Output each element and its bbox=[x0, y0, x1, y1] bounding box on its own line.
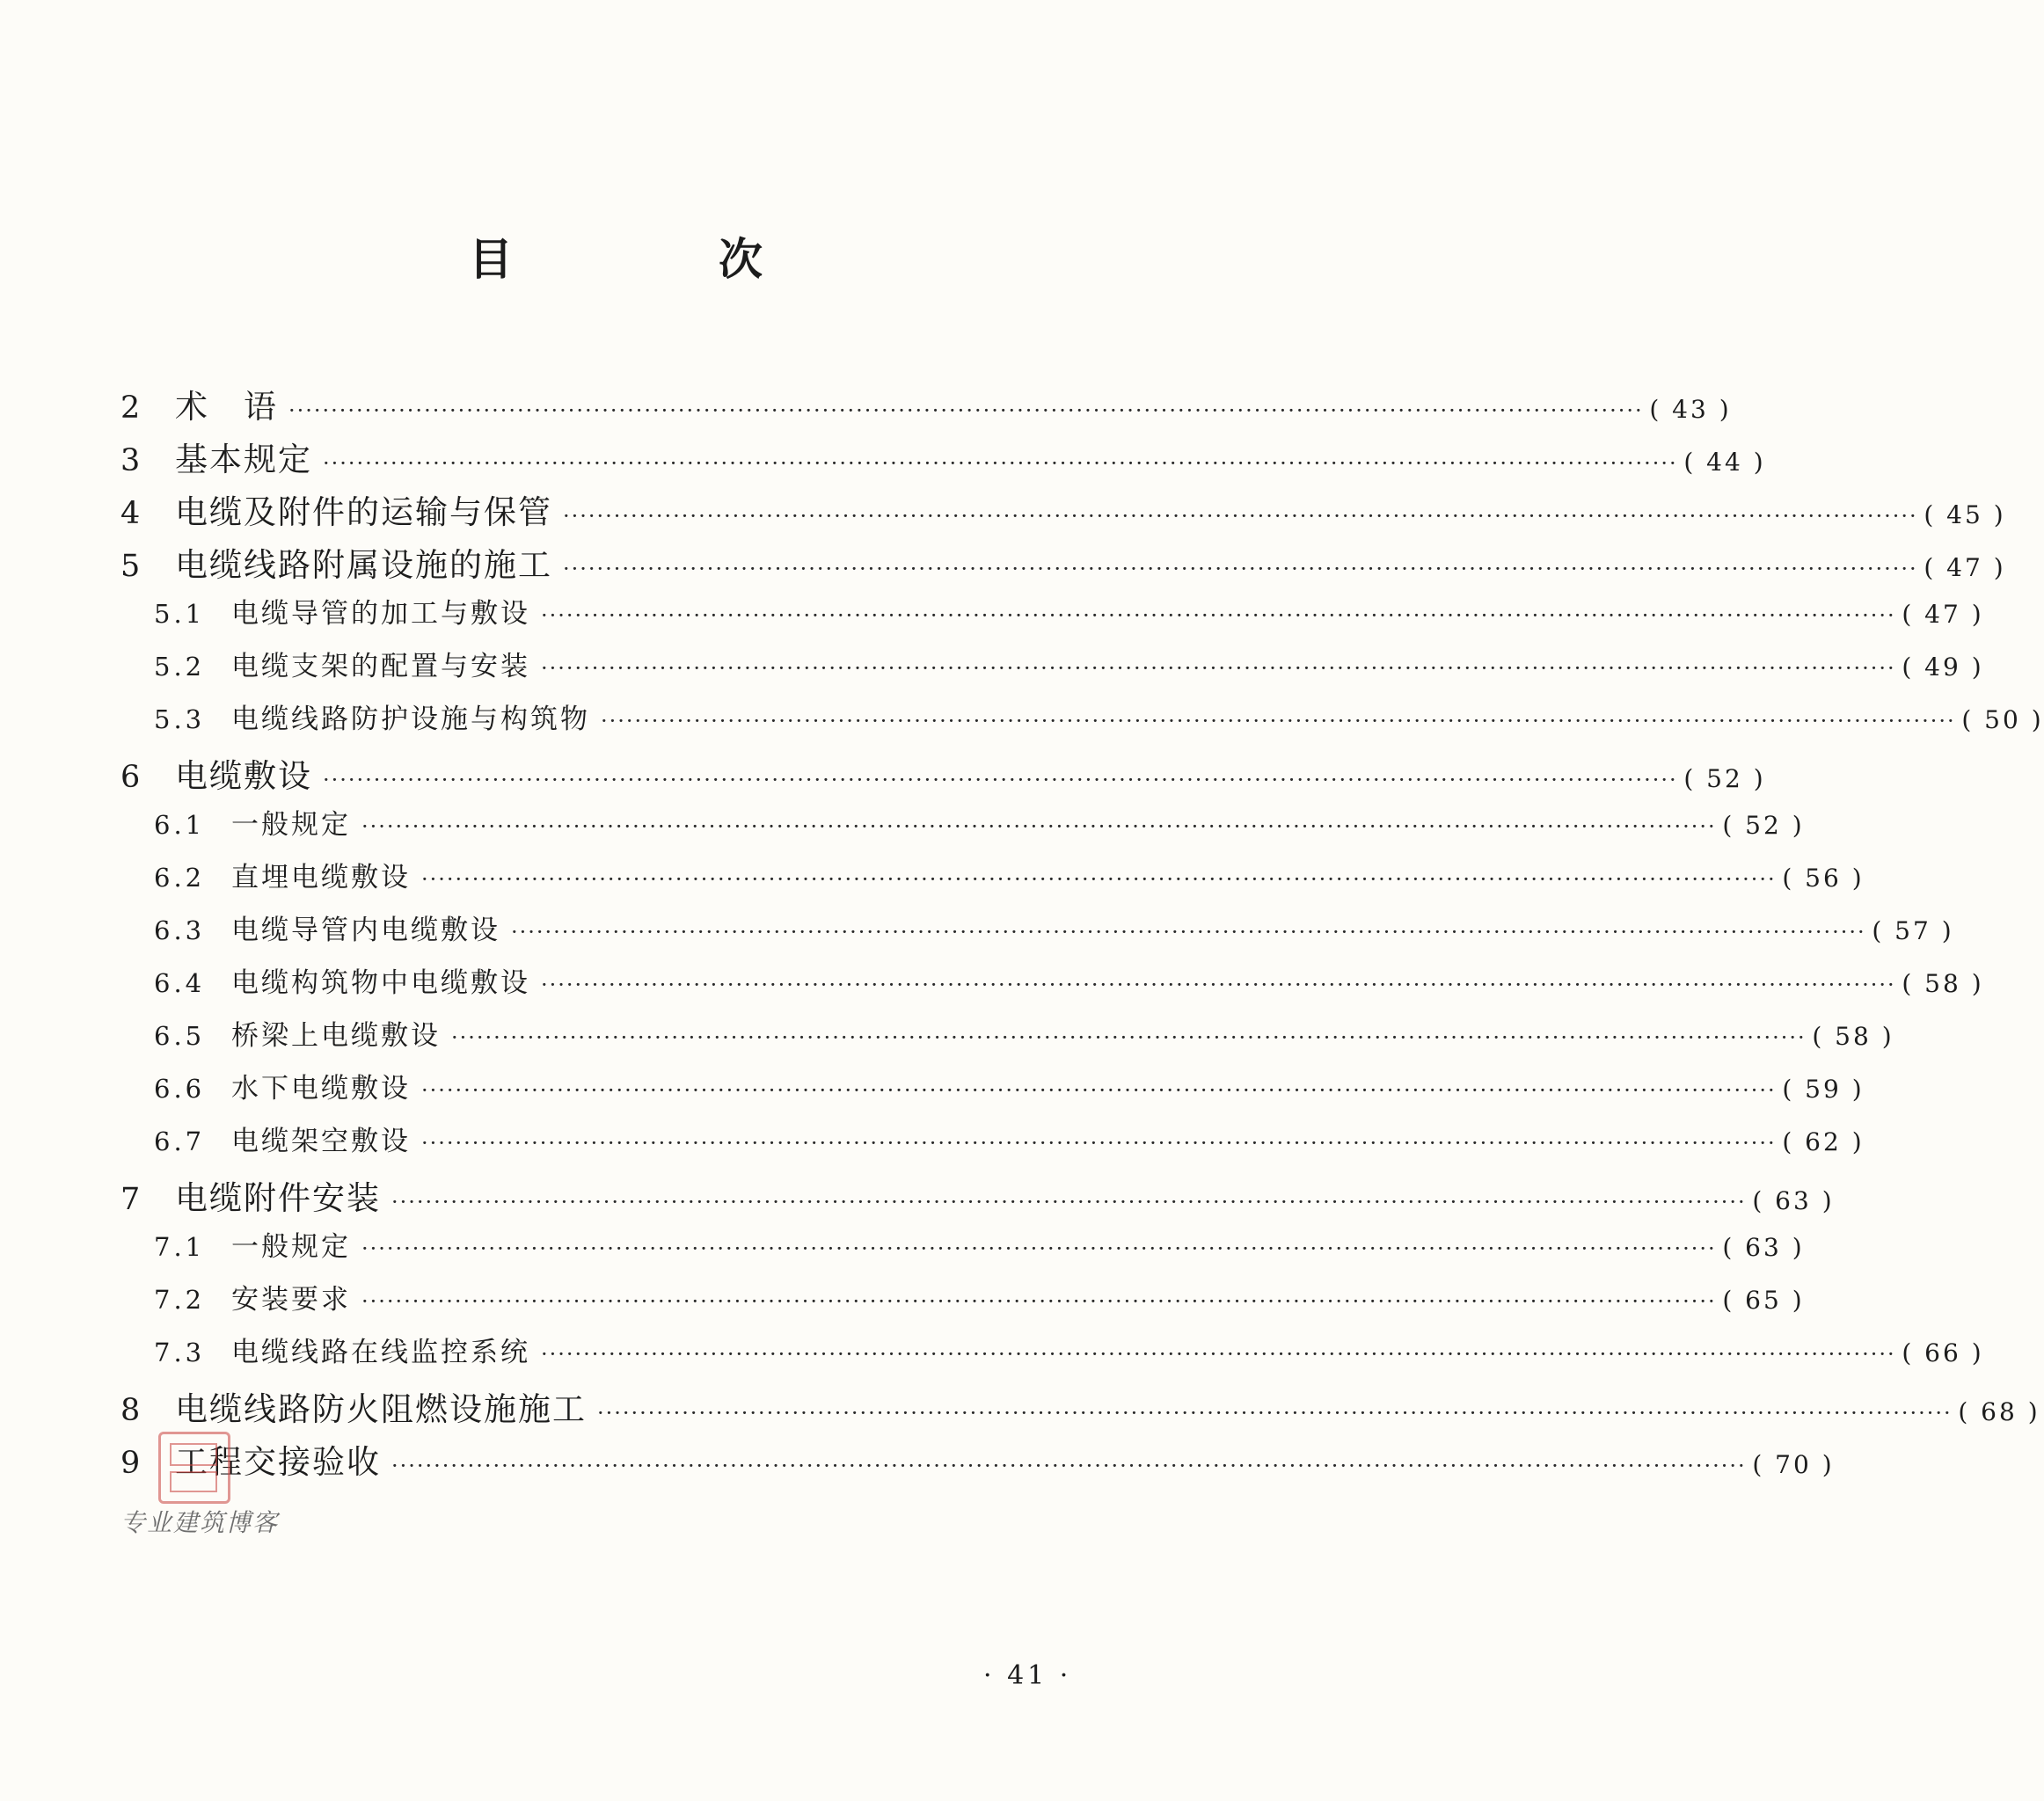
toc-entry-section bbox=[120, 855, 1865, 908]
toc-entry-number: 7.3 bbox=[154, 1338, 206, 1367]
toc-entry-number: 6.6 bbox=[154, 1074, 206, 1104]
toc-entry-page: ( 63 ) bbox=[1722, 1233, 1805, 1262]
toc-entry-page: ( 58 ) bbox=[1902, 969, 1984, 998]
toc-entry-chapter bbox=[120, 1382, 2040, 1435]
toc-entry-title: 电缆导管的加工与敷设 bbox=[231, 598, 530, 630]
table-of-contents bbox=[120, 380, 2044, 1488]
toc-entry-section bbox=[120, 591, 1984, 644]
toc-dot-leader: ································································································································································ bbox=[323, 768, 1678, 792]
toc-dot-leader: ································································································································································ bbox=[541, 603, 1896, 628]
toc-dot-leader: ································································································································································ bbox=[541, 656, 1896, 681]
toc-entry-title: 安装要求 bbox=[231, 1284, 351, 1316]
toc-entry-page: ( 45 ) bbox=[1924, 500, 2006, 529]
toc-dot-leader: ································································································································································ bbox=[541, 973, 1896, 997]
toc-dot-leader: ································································································································································ bbox=[361, 814, 1717, 839]
toc-entry-number: 6.7 bbox=[154, 1127, 206, 1156]
toc-entry-page: ( 44 ) bbox=[1683, 448, 1766, 477]
page-number: · 41 · bbox=[983, 1660, 1072, 1691]
toc-dot-leader: ································································································································································ bbox=[288, 398, 1644, 423]
toc-dot-leader: ································································································································································ bbox=[421, 867, 1777, 892]
toc-entry-title: 电缆及附件的运输与保管 bbox=[175, 493, 552, 531]
toc-entry-page: ( 66 ) bbox=[1902, 1338, 1984, 1367]
toc-entry-section bbox=[120, 1066, 1865, 1119]
toc-entry-number: 4 bbox=[120, 496, 141, 531]
toc-entry-title: 电缆线路防护设施与构筑物 bbox=[231, 704, 590, 735]
watermark-stamp-icon bbox=[158, 1432, 230, 1504]
toc-entry-chapter bbox=[120, 433, 1766, 485]
toc-dot-leader: ································································································································································ bbox=[601, 709, 1956, 733]
toc-entry-section bbox=[120, 960, 1984, 1013]
toc-entry-title: 电缆线路在线监控系统 bbox=[231, 1337, 530, 1368]
toc-entry-page: ( 58 ) bbox=[1812, 1022, 1894, 1051]
toc-entry-number: 3 bbox=[120, 443, 141, 478]
toc-entry-title: 直埋电缆敷设 bbox=[231, 862, 411, 893]
toc-dot-leader: ································································································································································ bbox=[421, 1131, 1777, 1156]
toc-entry-title: 电缆线路防火阻燃设施施工 bbox=[175, 1390, 587, 1428]
toc-entry-page: ( 68 ) bbox=[1958, 1397, 2040, 1426]
toc-entry-page: ( 62 ) bbox=[1782, 1127, 1865, 1156]
toc-dot-leader: ································································································································································ bbox=[323, 451, 1678, 476]
toc-entry-chapter bbox=[120, 1171, 1835, 1224]
toc-dot-leader: ································································································································································ bbox=[361, 1236, 1717, 1261]
watermark-caption: 专业建筑博客 bbox=[120, 1508, 280, 1537]
toc-entry-title: 电缆导管内电缆敷设 bbox=[231, 915, 500, 946]
toc-entry-number: 6.3 bbox=[154, 915, 206, 945]
toc-dot-leader: ································································································································································ bbox=[451, 1025, 1807, 1050]
toc-entry-page: ( 49 ) bbox=[1902, 653, 1984, 682]
toc-dot-leader: ································································································································································ bbox=[597, 1401, 1953, 1425]
toc-entry-section bbox=[120, 696, 2044, 749]
toc-entry-page: ( 50 ) bbox=[1961, 705, 2044, 734]
toc-entry-section bbox=[120, 908, 1954, 960]
toc-entry-number: 5 bbox=[120, 549, 141, 584]
toc-entry-section bbox=[120, 1330, 1984, 1382]
toc-entry-section bbox=[120, 644, 1984, 696]
toc-entry-title: 电缆线路附属设施的施工 bbox=[175, 546, 552, 584]
toc-dot-leader: ································································································································································ bbox=[563, 557, 1918, 581]
toc-entry-title: 电缆构筑物中电缆敷设 bbox=[231, 967, 530, 999]
toc-entry-number: 7.2 bbox=[154, 1285, 206, 1315]
toc-entry-number: 5.3 bbox=[154, 704, 206, 734]
toc-entry-title: 术 语 bbox=[175, 388, 278, 426]
toc-entry-number: 6.2 bbox=[154, 863, 206, 893]
toc-entry-title: 一般规定 bbox=[231, 1231, 351, 1263]
toc-entry-page: ( 52 ) bbox=[1722, 811, 1805, 840]
toc-entry-title: 基本规定 bbox=[175, 441, 312, 478]
toc-entry-page: ( 63 ) bbox=[1752, 1186, 1835, 1215]
toc-entry-chapter bbox=[120, 538, 2006, 591]
toc-entry-chapter bbox=[120, 380, 1732, 433]
toc-entry-page: ( 43 ) bbox=[1649, 395, 1732, 424]
toc-dot-leader: ································································································································································ bbox=[391, 1454, 1747, 1478]
toc-entry-number: 7.1 bbox=[154, 1232, 206, 1262]
toc-entry-title: 电缆敷设 bbox=[175, 757, 312, 795]
toc-entry-section bbox=[120, 1224, 1805, 1277]
toc-entry-title: 工程交接验收 bbox=[175, 1443, 381, 1481]
toc-entry-number: 8 bbox=[120, 1393, 141, 1428]
toc-entry-number: 6.5 bbox=[154, 1021, 206, 1051]
toc-entry-page: ( 59 ) bbox=[1782, 1075, 1865, 1104]
toc-entry-chapter bbox=[120, 749, 1766, 802]
toc-entry-section bbox=[120, 1277, 1805, 1330]
toc-entry-number: 5.1 bbox=[154, 599, 206, 629]
toc-dot-leader: ································································································································································ bbox=[511, 920, 1866, 944]
toc-entry-number: 6.1 bbox=[154, 810, 206, 840]
toc-entry-page: ( 70 ) bbox=[1752, 1450, 1835, 1479]
toc-entry-title: 一般规定 bbox=[231, 809, 351, 841]
toc-entry-section bbox=[120, 1119, 1865, 1171]
toc-entry-title: 电缆支架的配置与安装 bbox=[231, 651, 530, 682]
toc-entry-section bbox=[120, 1013, 1894, 1066]
toc-entry-page: ( 65 ) bbox=[1722, 1286, 1805, 1315]
toc-entry-section bbox=[120, 802, 1805, 855]
toc-entry-number: 5.2 bbox=[154, 652, 206, 682]
toc-entry-number: 9 bbox=[120, 1446, 141, 1481]
toc-entry-page: ( 52 ) bbox=[1683, 764, 1766, 793]
toc-entry-title: 电缆架空敷设 bbox=[231, 1126, 411, 1157]
toc-entry-page: ( 56 ) bbox=[1782, 864, 1865, 893]
page-title: 目 次 bbox=[469, 233, 843, 285]
toc-entry-number: 2 bbox=[120, 390, 141, 426]
toc-dot-leader: ································································································································································ bbox=[361, 1289, 1717, 1314]
toc-entry-page: ( 47 ) bbox=[1902, 600, 1984, 629]
toc-entry-number: 7 bbox=[120, 1182, 141, 1217]
toc-dot-leader: ································································································································································ bbox=[563, 504, 1918, 529]
toc-dot-leader: ································································································································································ bbox=[421, 1078, 1777, 1103]
toc-entry-number: 6.4 bbox=[154, 968, 206, 998]
toc-entry-title: 水下电缆敷设 bbox=[231, 1073, 411, 1105]
toc-entry-chapter bbox=[120, 485, 2006, 538]
toc-entry-chapter bbox=[120, 1435, 1835, 1488]
toc-dot-leader: ································································································································································ bbox=[541, 1342, 1896, 1367]
toc-entry-title: 桥梁上电缆敷设 bbox=[231, 1020, 441, 1052]
toc-dot-leader: ································································································································································ bbox=[391, 1190, 1747, 1214]
toc-entry-page: ( 57 ) bbox=[1872, 916, 1954, 945]
toc-entry-title: 电缆附件安装 bbox=[175, 1179, 381, 1217]
toc-entry-number: 6 bbox=[120, 760, 141, 795]
toc-entry-page: ( 47 ) bbox=[1924, 553, 2006, 582]
